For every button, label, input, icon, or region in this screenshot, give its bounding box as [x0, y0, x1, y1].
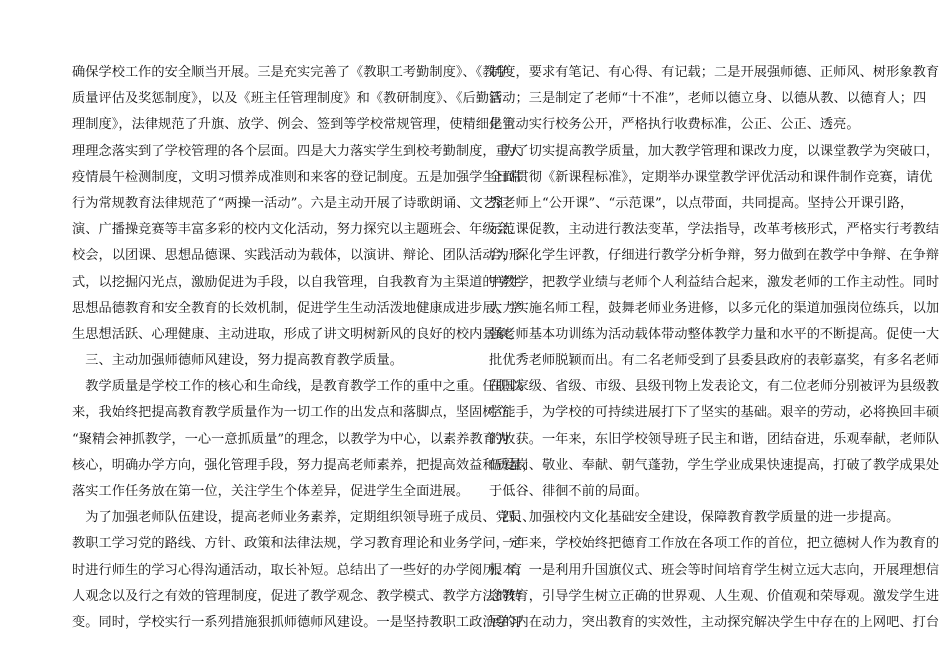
text-line: 的收获。一年来，东旧学校领导班子民主和谐，团结奋进，乐观奉献，老师队 [489, 431, 940, 447]
text-line: 制度，要求有笔记、有心得、有记载；二是开展强师德、正师风、树形象教育 [489, 65, 940, 80]
text-line: 是主动实行校务公开，严格执行收费标准，公正、公正、透亮。 [489, 117, 860, 133]
text-line: 四、加强校内文化基础安全建设，保障教育教学质量的进一步提高。 [489, 510, 900, 526]
text-line: 伍爱岗、敬业、奉献、朝气蓬勃，学生学业成果快速提高，打破了教学成果处 [489, 457, 940, 473]
text-line: 一年来，学校始终把德育工作放在各项工作的首位，把立德树人作为教育的 [489, 536, 940, 552]
text-line: 活动；三是制定了老师“十不准”，老师以德立身、以德从教、以德育人；四 [489, 91, 927, 107]
text-line: 三、主动加强师德师风建设，努力提高教育教学质量。 [72, 353, 403, 369]
text-line: 行为常规教育法律规范了“两操一活动”。六是主动开展了诗歌朗诵、文艺汇 [72, 195, 510, 211]
text-line: 为了加强老师队伍建设，提高老师业务素养，定期组织领导班子成员、党员、 [72, 510, 536, 526]
text-line: 来，我始终把提高教育教学质量作为一切工作的出发点和落脚点，坚固树立 [72, 405, 509, 421]
text-line: 为了切实提高教学质量，加大教学管理和课改力度，以课堂教学为突破口， [489, 143, 940, 159]
text-line: 落实工作任务放在第一位，关注学生个体差异，促进学生全面进展。 [72, 484, 470, 499]
text-line: 于低谷、徘徊不前的局面。 [489, 484, 648, 499]
text-line: 确保学校工作的安全顺当开展。三是充实完善了《教职工考勤制度》、《教学 [72, 65, 509, 80]
text-line: “聚精会神抓教学，一心一意抓质量”的理念，以教学为中心，以素养教育为 [72, 431, 510, 447]
text-line: 学能手，为学校的可持续进展打下了坚实的基础。艰辛的劳动，必将换回丰硕 [489, 405, 940, 421]
right-column [489, 60, 940, 636]
text-line: 人观念以及行之有效的管理制度，促进了教学观念、教学模式、教学方法的转 [72, 588, 523, 604]
text-line: 念教育，引导学生树立正确的世界观、人生观、价值观和荣辱观。激发学生进 [489, 588, 940, 604]
text-line: 中教学，把教学业绩与老师个人利益结合起来，激发老师的工作主动性。同时 [489, 274, 940, 290]
text-line: 校会，以团课、思想品德课、实践活动为载体，以演讲、辩论、团队活动为形 [72, 248, 523, 264]
text-line: 根本。一是利用升国旗仪式、班会等时间培育学生树立远大志向，开展理想信 [489, 562, 940, 578]
text-line: 生思想活跃、心理健康、主动进取，形成了讲文明树新风的良好的校内景象。 [72, 326, 523, 342]
text-line: 示范课促教，主动进行教法变革，学法指导，改革考核形式，严格实行考教结 [489, 222, 940, 238]
text-line: 变。同时，学校实行一系列措施狠抓师德师风建设。一是坚持教职工政治学习 [72, 614, 523, 630]
text-line: 质量评估及奖惩制度》，以及《班主任管理制度》和《教研制度》、《后勤管 [72, 91, 503, 107]
text-line: 理制度》，法律规范了升旗、放学、例会、签到等学校常规管理，使精细化管 [72, 117, 516, 133]
text-line: 式，以挖掘闪光点，激励促进为手段，以自我管理，自我教育为主渠道的学生 [72, 274, 523, 290]
text-line: 批优秀老师脱颖而出。有二名老师受到了县委县政府的表彰嘉奖，有多名老师 [489, 353, 940, 369]
text-line: 疫情晨午检测制度，文明习惯养成准则和来客的登记制度。五是加强学生日常 [72, 169, 523, 185]
text-line: 秀老师上“公开课”、“示范课”，以点带面，共同提高。坚持公开课引路， [489, 195, 914, 211]
text-line: 演、广播操竞赛等丰富多彩的校内文化活动，努力探究以主题班会、年级会、 [72, 222, 523, 238]
text-line: 强老师基本功训练为活动载体带动整体教学力量和水平的不断提高。促使一大 [489, 326, 940, 342]
text-line: 合，深化学生评教，仔细进行教学分析争辩，努力做到在教学中争辩、在争辩 [489, 248, 940, 264]
left-column [72, 60, 536, 636]
text-line: 理理念落实到了学校管理的各个层面。四是大力落实学生到校考勤制度，重大 [72, 143, 523, 159]
text-line: 在国家级、省级、市级、县级刊物上发表论文，有二位老师分别被评为县级教 [489, 379, 940, 395]
text-line: 展的内在动力，突出教育的实效性，主动探究解决学生中存在的上网吧、打台 [489, 614, 940, 630]
text-line: 全面贯彻《新课程标准》，定期举办课堂教学评优活动和课件制作竞赛，请优 [489, 169, 933, 185]
text-line: 教职工学习党的路线、方针、政策和法律法规，学习教育理论和业务学问，定 [72, 536, 523, 552]
text-line: 教学质量是学校工作的核心和生命线，是教育教学工作的重中之重。任职以 [72, 379, 523, 395]
text-line: 思想品德教育和安全教育的长效机制，促进学生生动活泼地健康成进步展。学 [72, 300, 523, 316]
text-line: 大力实施名师工程，鼓舞老师业务进修，以多元化的渠道加强岗位练兵，以加 [489, 300, 940, 316]
text-line: 核心，明确办学方向，强化管理手段，努力提高老师素养，把提高效益和质量， [72, 457, 536, 473]
text-line: 时进行师生的学习心得沟通活动，取长补短。总结出了一些好的办学阅历、育 [72, 562, 523, 578]
